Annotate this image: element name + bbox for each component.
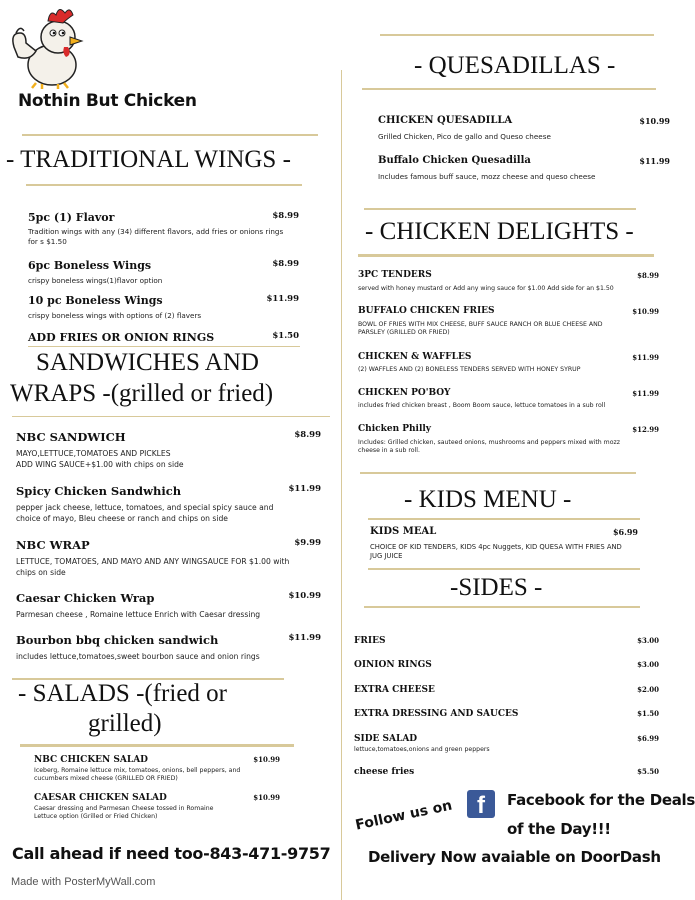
menu-item-name: Chicken Philly bbox=[358, 424, 432, 434]
menu-item-name: NBC WRAP bbox=[16, 538, 90, 552]
menu-item-desc: Parmesan cheese , Romaine lettuce Enrich with Caesar dressing bbox=[16, 610, 261, 619]
menu-item-desc: (2) WAFFLES AND (2) BONELESS TENDERS SERVED WITH HONEY SYRUP bbox=[358, 366, 581, 373]
menu-item-price: $11.99 bbox=[639, 156, 670, 166]
menu-item-name: KIDS MEAL bbox=[370, 526, 437, 537]
menu-item-name: NBC CHICKEN SALAD bbox=[34, 755, 148, 765]
menu-item-price: $8.99 bbox=[272, 259, 299, 269]
section-title-kids: - KIDS MENU - bbox=[404, 486, 572, 513]
section-title-wings: - TRADITIONAL WINGS - bbox=[6, 146, 291, 173]
menu-item-price: $11.99 bbox=[632, 353, 659, 362]
section-title-quesadillas: - QUESADILLAS - bbox=[414, 52, 616, 79]
section-title-salads: - SALADS -(fried or bbox=[18, 680, 227, 707]
menu-item-desc: crispy boneless wings with options of (2) flavers bbox=[28, 311, 202, 320]
menu-item-price: $6.99 bbox=[612, 527, 638, 537]
section-title-delights: - CHICKEN DELIGHTS - bbox=[365, 218, 634, 245]
menu-item-name: EXTRA CHEESE bbox=[354, 685, 435, 695]
menu-item-price: $12.99 bbox=[632, 425, 659, 434]
menu-item-price: $3.00 bbox=[637, 660, 659, 669]
menu-item-name: CHICKEN QUESADILLA bbox=[378, 115, 513, 126]
menu-item-name: CAESAR CHICKEN SALAD bbox=[34, 793, 167, 803]
brand-name: Nothin But Chicken bbox=[18, 91, 197, 111]
menu-item-price: $1.50 bbox=[272, 331, 299, 341]
menu-item-name: ADD FRIES OR ONION RINGS bbox=[28, 331, 215, 344]
menu-item-price: $11.99 bbox=[632, 389, 659, 398]
menu-item-desc: LETTUCE, TOMATOES, AND MAYO AND ANY WINGSAUCE FOR $1.00 with chips on side bbox=[16, 557, 290, 577]
menu-item-name: CHICKEN PO'BOY bbox=[358, 388, 451, 398]
menu-item-price: $9.99 bbox=[294, 538, 321, 548]
menu-item-desc: BOWL OF FRIES WITH MIX CHEESE, BUFF SAUCE RANCH OR BLUE CHEESE AND PARSLEY (GRILLED OR FRIED) bbox=[358, 321, 603, 336]
menu-item-desc: crispy boneless wings(1)flavor option bbox=[28, 276, 163, 285]
menu-item-price: $10.99 bbox=[253, 755, 280, 764]
call-ahead-text: Call ahead if need too-843-471-9757 bbox=[12, 844, 331, 863]
menu-item-name: Caesar Chicken Wrap bbox=[16, 591, 155, 605]
menu-item-desc: Includes: Grilled chicken, sauteed onions, mushrooms and peppers mixed with mozz cheese in a sub roll. bbox=[358, 439, 620, 454]
menu-item-desc: lettuce,tomatoes,onions and green peppers bbox=[354, 746, 490, 753]
menu-item-name: 5pc (1) Flavor bbox=[28, 211, 115, 224]
menu-item-name: BUFFALO CHICKEN FRIES bbox=[358, 306, 495, 316]
menu-item-name: FRIES bbox=[354, 636, 386, 646]
menu-item-name: cheese fries bbox=[354, 767, 415, 777]
menu-item-name: CHICKEN & WAFFLES bbox=[358, 352, 472, 362]
menu-item-name: Buffalo Chicken Quesadilla bbox=[378, 155, 531, 166]
menu-item-name: Spicy Chicken Sandwhich bbox=[16, 484, 182, 498]
delivery-text: Delivery Now avaiable on DoorDash bbox=[368, 848, 661, 866]
menu-item-desc: pepper jack cheese, lettuce, tomatoes, and special spicy sauce and choice of mayo, Bleu cheese or ranch and chips on side bbox=[16, 503, 274, 523]
facebook-deals-line1: Facebook for the Deals bbox=[507, 791, 695, 809]
section-title-sides: -SIDES - bbox=[450, 574, 543, 601]
menu-item-name: 6pc Boneless Wings bbox=[28, 259, 152, 272]
menu-item-price: $6.99 bbox=[637, 734, 659, 743]
menu-item-desc-line: ADD WING SAUCE+$1.00 with chips on side bbox=[16, 460, 184, 469]
menu-item-desc bbox=[16, 448, 306, 470]
menu-item-name: OINION RINGS bbox=[354, 660, 432, 670]
menu-item-price: $3.00 bbox=[637, 636, 659, 645]
menu-item-desc: includes fried chicken breast , Boom Boom sauce, lettuce tomatoes in a sub roll bbox=[358, 402, 606, 409]
menu-item-price: $11.99 bbox=[266, 294, 299, 304]
menu-item-price: $10.99 bbox=[632, 307, 659, 316]
menu-item-name: 3PC TENDERS bbox=[358, 270, 432, 280]
menu-item-name: SIDE SALAD bbox=[354, 734, 418, 744]
chicken-mascot-icon bbox=[6, 3, 90, 89]
menu-item-name: EXTRA DRESSING AND SAUCES bbox=[354, 709, 519, 719]
menu-item-price: $8.99 bbox=[272, 211, 299, 221]
menu-item-desc: Grilled Chicken, Pico de gallo and Queso cheese bbox=[378, 132, 551, 141]
section-title-sandwiches-line2: WRAPS -(grilled or fried) bbox=[10, 380, 274, 407]
made-with-credit: Made with PosterMyWall.com bbox=[11, 876, 156, 888]
menu-item-price: $5.50 bbox=[637, 767, 659, 776]
menu-item-desc-line: MAYO,LETTUCE,TOMATOES AND PICKLES bbox=[16, 449, 171, 458]
menu-item-name: NBC SANDWICH bbox=[16, 430, 126, 444]
menu-item-price: $10.99 bbox=[639, 116, 670, 126]
section-title-salads-line2: grilled) bbox=[88, 710, 162, 737]
menu-item-desc: served with honey mustard or Add any wing sauce for $1.00 Add side for an $1.50 bbox=[358, 285, 614, 292]
menu-item-price: $1.50 bbox=[637, 709, 659, 718]
menu-item-desc: includes lettuce,tomatoes,sweet bourbon sauce and onion rings bbox=[16, 652, 260, 661]
menu-item-name: Bourbon bbq chicken sandwich bbox=[16, 633, 219, 647]
menu-item-price: $2.00 bbox=[637, 685, 659, 694]
facebook-icon[interactable]: f bbox=[467, 790, 495, 818]
facebook-deals-line2: of the Day!!! bbox=[507, 820, 611, 838]
menu-item-desc: Iceberg, Romaine lettuce mix, tomatoes, onions, bell peppers, and cucumbers mixed cheese (GRILLED OR FRIED) bbox=[34, 767, 241, 782]
menu-item-desc: Caesar dressing and Parmesan Cheese tossed in Romaine Lettuce option (Grilled or Fried Chicken) bbox=[34, 805, 214, 820]
menu-item-price: $11.99 bbox=[288, 484, 321, 494]
section-title-sandwiches: SANDWICHES AND bbox=[36, 349, 259, 376]
menu-item-price: $10.99 bbox=[253, 793, 280, 802]
menu-item-desc: CHOICE OF KID TENDERS, KIDS 4pc Nuggets, KID QUESA WITH FRIES AND JUG JUICE bbox=[370, 543, 622, 560]
menu-item-price: $8.99 bbox=[294, 430, 321, 440]
follow-us-text: Follow us on bbox=[354, 797, 454, 834]
menu-item-desc: Tradition wings with any (34) different flavors, add fries or onions rings for s $1.50 bbox=[28, 227, 284, 246]
menu-item-price: $10.99 bbox=[288, 591, 321, 601]
menu-item-desc: Includes famous buff sauce, mozz cheese and queso cheese bbox=[378, 172, 596, 181]
menu-item-price: $8.99 bbox=[637, 271, 659, 280]
menu-item-price: $11.99 bbox=[288, 633, 321, 643]
menu-item-name: 10 pc Boneless Wings bbox=[28, 294, 163, 307]
